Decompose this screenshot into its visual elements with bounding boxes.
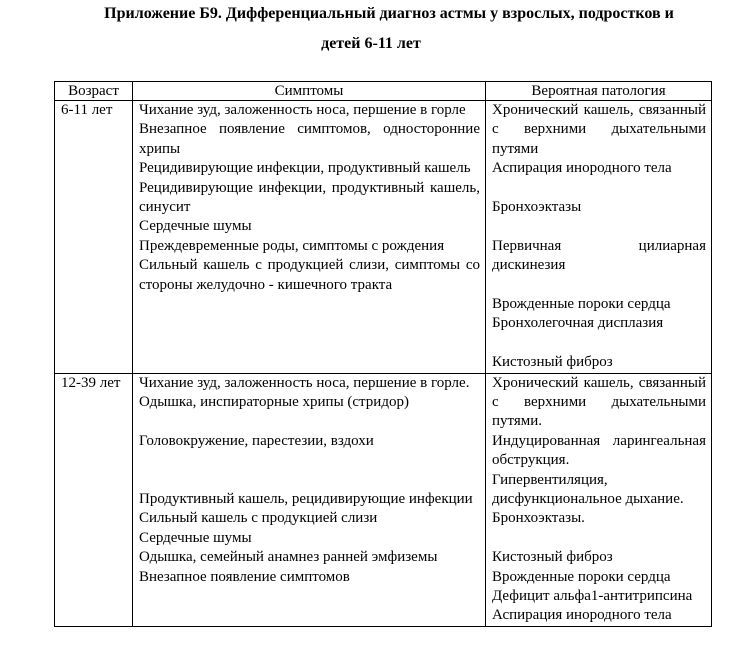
spacer bbox=[139, 471, 480, 490]
age-cell: 12-39 лет bbox=[55, 373, 133, 626]
header-age: Возраст bbox=[55, 82, 133, 101]
pathology-item: Индуцированная ларингеальная обструкция. bbox=[492, 432, 706, 469]
pathology-item: Аспирация инородного тела bbox=[492, 160, 672, 177]
symptom-item: Чихание зуд, заложенность носа, першение в горле. bbox=[139, 374, 470, 391]
differential-diagnosis-table bbox=[54, 81, 712, 627]
pathology-item: Хронический кашель, связанный с верхними дыхательными путями bbox=[492, 102, 706, 157]
pathology-item: Кистозный фиброз bbox=[492, 354, 613, 371]
spacer bbox=[492, 529, 706, 548]
pathology-item: Первичная цилиарная дискинезия bbox=[492, 237, 706, 274]
symptom-item: Сердечные шумы bbox=[139, 529, 252, 546]
symptom-item: Рецидивирующие инфекции, продуктивный кашель bbox=[139, 160, 471, 177]
symptom-item: Одышка, семейный анамнез ранней эмфиземы bbox=[139, 549, 438, 566]
spacer bbox=[492, 334, 706, 353]
spacer bbox=[492, 179, 706, 198]
symptom-item: Продуктивный кашель, рецидивирующие инфекции bbox=[139, 491, 473, 508]
symptom-item: Преждевременные роды, симптомы с рождения bbox=[139, 237, 445, 254]
symptom-item: Внезапное появление симптомов bbox=[139, 568, 350, 585]
symptom-item: Сильный кашель с продукцией слизи bbox=[139, 510, 378, 527]
pathology-item: Бронхолегочная дисплазия bbox=[492, 315, 664, 332]
pathology-item: Врожденные пороки сердца bbox=[492, 296, 671, 313]
pathology-item: Врожденные пороки сердца bbox=[492, 568, 671, 585]
pathology-item: Бронхоэктазы bbox=[492, 199, 582, 216]
symptom-item: Головокружение, парестезии, вздохи bbox=[139, 432, 374, 449]
header-pathology: Вероятная патология bbox=[486, 82, 712, 101]
pathology-item: Гипервентиляция, дисфункциональное дыхание. bbox=[492, 471, 684, 508]
header-symptoms: Симптомы bbox=[133, 82, 486, 101]
symptoms-cell bbox=[133, 373, 486, 626]
age-cell: 6-11 лет bbox=[55, 101, 133, 374]
symptom-item: Сильный кашель с продукцией слизи, симптомы со стороны желудочно - кишечного тракта bbox=[139, 257, 480, 293]
symptoms-cell bbox=[133, 101, 486, 374]
symptom-item: Рецидивирующие инфекции, продуктивный кашель, синусит bbox=[139, 179, 480, 216]
table-row bbox=[55, 101, 712, 374]
pathology-item: Бронхоэктазы. bbox=[492, 510, 585, 527]
table-row bbox=[55, 373, 712, 626]
pathology-item: Кистозный фиброз bbox=[492, 549, 613, 566]
table-header-row bbox=[55, 82, 712, 101]
symptom-item: Сердечные шумы bbox=[139, 218, 252, 235]
pathology-cell bbox=[486, 101, 712, 374]
symptom-item: Одышка, инспираторные хрипы (стридор) bbox=[139, 394, 409, 411]
pathology-item: Аспирация инородного тела bbox=[492, 607, 672, 624]
spacer bbox=[139, 412, 480, 431]
spacer bbox=[139, 451, 480, 470]
symptom-item: Чихание зуд, заложенность носа, першение в горле bbox=[139, 102, 466, 118]
document-title-continued: детей 6-11 лет bbox=[321, 35, 421, 52]
pathology-item: Хронический кашель, связанный с верхними дыхательными путями. bbox=[492, 374, 706, 430]
symptom-item: Внезапное появление симптомов, односторонние хрипы bbox=[139, 121, 480, 157]
pathology-cell bbox=[486, 373, 712, 626]
spacer bbox=[492, 276, 706, 295]
pathology-item: Дефицит альфа1-антитрипсина bbox=[492, 588, 693, 605]
spacer bbox=[492, 217, 706, 236]
document-title: Приложение Б9. Дифференциальный диагноз астмы у взрослых, подростков и bbox=[104, 5, 674, 22]
